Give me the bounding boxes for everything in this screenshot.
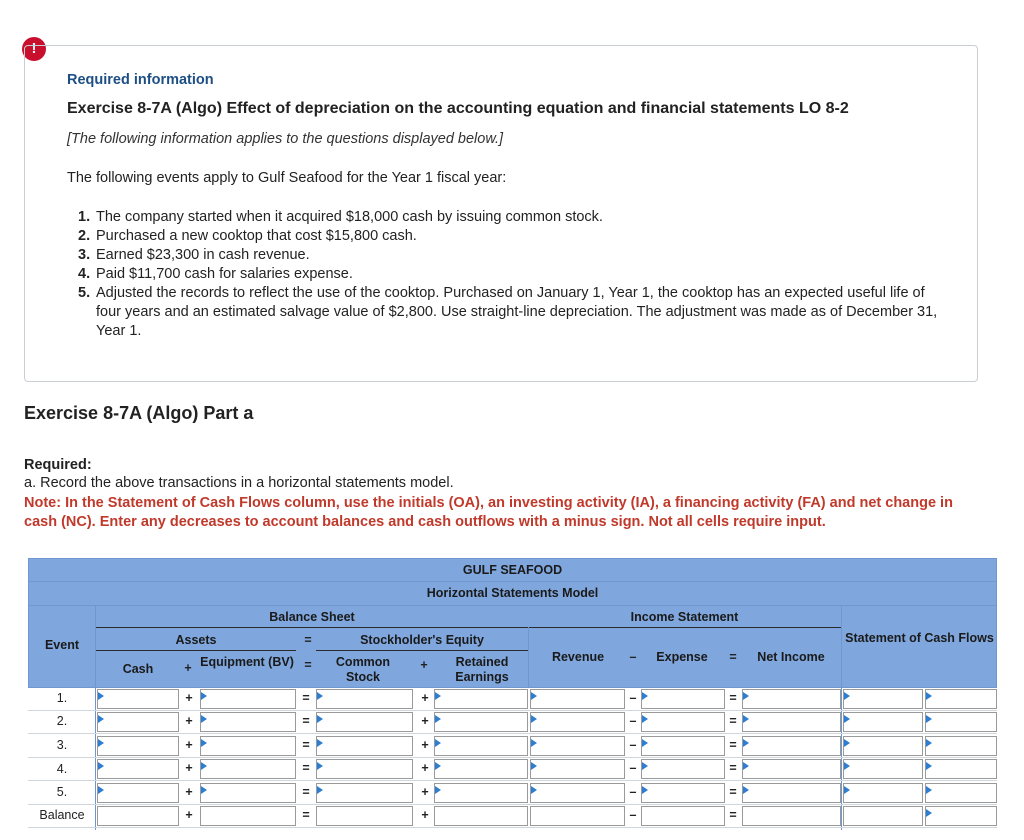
- cash-flow-amount-input[interactable]: [843, 783, 923, 803]
- equipment-input[interactable]: [200, 806, 296, 826]
- cash-flow-amount-input[interactable]: [843, 712, 923, 732]
- exercise-title: Exercise 8-7A (Algo) Effect of depreciation on the accounting equation and financial statements LO 8-2: [67, 100, 849, 117]
- row-divider: [28, 757, 997, 758]
- row-divider: [28, 827, 997, 828]
- retained-earnings-input[interactable]: [434, 783, 528, 803]
- net-income-input[interactable]: [742, 759, 841, 779]
- event-number: 4.: [78, 266, 91, 282]
- list-item: [78, 227, 948, 246]
- cash-flow-activity-input[interactable]: [925, 783, 997, 803]
- cash-flow-activity-input[interactable]: [925, 689, 997, 709]
- company-name: GULF SEAFOOD: [462, 563, 563, 577]
- expense-input[interactable]: [641, 806, 725, 826]
- cash-flow-activity-input[interactable]: [925, 759, 997, 779]
- net-income-input[interactable]: [742, 736, 841, 756]
- net-income-input[interactable]: [742, 712, 841, 732]
- event-text: Earned $23,300 in cash revenue.: [96, 247, 310, 263]
- net-income-input[interactable]: [742, 689, 841, 709]
- event-text: Purchased a new cooktop that cost $15,800 cash.: [96, 228, 417, 244]
- expense-input[interactable]: [641, 783, 725, 803]
- minus-sign: –: [629, 650, 637, 664]
- row-divider: [28, 733, 997, 734]
- common-stock-input[interactable]: [316, 712, 413, 732]
- plus-sign: +: [185, 738, 193, 752]
- event-header: Event: [44, 638, 80, 652]
- plus-sign: +: [185, 785, 193, 799]
- net-income-input[interactable]: [742, 783, 841, 803]
- revenue-input[interactable]: [530, 689, 625, 709]
- plus-sign: +: [185, 691, 193, 705]
- retained-earnings-header: Retained Earnings: [455, 655, 509, 684]
- plus-sign: +: [421, 808, 429, 822]
- equipment-input[interactable]: [200, 783, 296, 803]
- expense-input[interactable]: [641, 759, 725, 779]
- plus-sign: +: [421, 761, 429, 775]
- retained-earnings-input[interactable]: [434, 759, 528, 779]
- expense-input[interactable]: [641, 689, 725, 709]
- common-stock-header: Common Stock: [335, 655, 391, 684]
- net-income-header: Net Income: [757, 650, 825, 664]
- cash-header: Cash: [122, 662, 154, 676]
- required-label: Required:: [24, 457, 92, 473]
- balance-sheet-header: Balance Sheet: [269, 610, 355, 624]
- expense-input[interactable]: [641, 712, 725, 732]
- equals-sign: =: [729, 785, 737, 799]
- list-item: [78, 284, 948, 341]
- row-label: 5.: [56, 785, 68, 799]
- equals-sign: =: [302, 714, 310, 728]
- instructions-note: Note: In the Statement of Cash Flows column, use the initials (OA), an investing activity (IA), a financing activity (FA) and net change in cash (NC). Enter any decreases to account balances and cash outflows with a minus sign. Not all cells require input.: [24, 495, 953, 530]
- cash-input[interactable]: [97, 689, 179, 709]
- event-number: 3.: [78, 247, 91, 263]
- equals-sign: =: [304, 658, 312, 672]
- event-number: 2.: [78, 228, 91, 244]
- equipment-input[interactable]: [200, 759, 296, 779]
- plus-sign: +: [421, 738, 429, 752]
- list-item: [78, 246, 948, 265]
- expense-header: Expense: [656, 650, 708, 664]
- row-label: 3.: [56, 738, 68, 752]
- model-title: Horizontal Statements Model: [426, 586, 599, 600]
- minus-sign: –: [629, 738, 637, 752]
- required-info-heading: Required information: [67, 72, 214, 88]
- required-a-text: a. Record the above transactions in a horizontal statements model.: [24, 475, 454, 491]
- equals-sign: =: [304, 633, 312, 647]
- equals-sign: =: [729, 691, 737, 705]
- revenue-input[interactable]: [530, 712, 625, 732]
- equipment-input[interactable]: [200, 712, 296, 732]
- expense-input[interactable]: [641, 736, 725, 756]
- equals-sign: =: [729, 650, 737, 664]
- revenue-input[interactable]: [530, 736, 625, 756]
- cash-input[interactable]: [97, 806, 179, 826]
- minus-sign: –: [629, 808, 637, 822]
- row-divider: [28, 710, 997, 711]
- events-intro: The following events apply to Gulf Seafood for the Year 1 fiscal year:: [67, 170, 507, 186]
- exercise-note: [The following information applies to the questions displayed below.]: [67, 131, 504, 147]
- cash-flow-amount-input[interactable]: [843, 689, 923, 709]
- equals-sign: =: [729, 738, 737, 752]
- minus-sign: –: [629, 761, 637, 775]
- list-item: [78, 208, 948, 227]
- assets-header: Assets: [175, 633, 217, 647]
- equipment-input[interactable]: [200, 689, 296, 709]
- net-income-input[interactable]: [742, 806, 841, 826]
- alert-icon: !: [22, 37, 46, 61]
- stockholders-equity-header: Stockholder's Equity: [360, 633, 484, 647]
- equals-sign: =: [729, 714, 737, 728]
- plus-sign: +: [421, 691, 429, 705]
- common-stock-input[interactable]: [316, 783, 413, 803]
- cash-flow-activity-input[interactable]: [925, 806, 997, 826]
- plus-sign: +: [185, 808, 193, 822]
- income-statement-header: Income Statement: [630, 610, 739, 624]
- event-text: Adjusted the records to reflect the use of the cooktop. Purchased on January 1, Year 1, the cooktop has an expected useful life of four years and an estimated salvage value of $2,800. Use straight-line depreciation. The adjustment was made as of December 31, Year 1.: [96, 285, 938, 339]
- equipment-input[interactable]: [200, 736, 296, 756]
- plus-sign: +: [185, 714, 193, 728]
- common-stock-input[interactable]: [316, 806, 413, 826]
- cash-flow-amount-input[interactable]: [843, 759, 923, 779]
- row-label: Balance: [39, 808, 85, 822]
- event-text: The company started when it acquired $18,000 cash by issuing common stock.: [96, 209, 603, 225]
- equals-sign: =: [302, 808, 310, 822]
- cash-input[interactable]: [97, 759, 179, 779]
- row-divider: [28, 804, 997, 805]
- retained-earnings-input[interactable]: [434, 806, 528, 826]
- retained-earnings-input[interactable]: [434, 689, 528, 709]
- row-label: 1.: [56, 691, 68, 705]
- equals-sign: =: [302, 761, 310, 775]
- plus-sign: +: [421, 714, 429, 728]
- equals-sign: =: [729, 761, 737, 775]
- cash-input[interactable]: [97, 783, 179, 803]
- revenue-input[interactable]: [530, 759, 625, 779]
- plus-sign: +: [185, 761, 193, 775]
- retained-earnings-input[interactable]: [434, 712, 528, 732]
- minus-sign: –: [629, 785, 637, 799]
- row-label: 2.: [56, 714, 68, 728]
- cash-flows-header: Statement of Cash Flows: [845, 631, 994, 645]
- cash-flow-activity-input[interactable]: [925, 712, 997, 732]
- revenue-input[interactable]: [530, 806, 625, 826]
- cash-flow-activity-input[interactable]: [925, 736, 997, 756]
- retained-earnings-input[interactable]: [434, 736, 528, 756]
- revenue-header: Revenue: [551, 650, 605, 664]
- event-text: Paid $11,700 cash for salaries expense.: [96, 266, 353, 282]
- plus-sign: +: [420, 658, 428, 672]
- horizontal-statements-table: [28, 558, 998, 830]
- common-stock-input[interactable]: [316, 689, 413, 709]
- events-list: [78, 208, 948, 341]
- equals-sign: =: [302, 691, 310, 705]
- cash-input[interactable]: [97, 736, 179, 756]
- row-label: 4.: [56, 762, 68, 776]
- common-stock-input[interactable]: [316, 759, 413, 779]
- cash-flow-amount-input[interactable]: [843, 736, 923, 756]
- plus-sign: +: [421, 785, 429, 799]
- equals-sign: =: [729, 808, 737, 822]
- equipment-header: Equipment (BV): [200, 655, 294, 669]
- list-item: [78, 265, 948, 284]
- minus-sign: –: [629, 714, 637, 728]
- plus-sign: +: [184, 661, 192, 675]
- cash-input[interactable]: [97, 712, 179, 732]
- revenue-input[interactable]: [530, 783, 625, 803]
- row-divider: [28, 780, 997, 781]
- equals-sign: =: [302, 785, 310, 799]
- common-stock-input[interactable]: [316, 736, 413, 756]
- cash-flow-amount-input[interactable]: [843, 806, 923, 826]
- event-number: 1.: [78, 209, 91, 225]
- equals-sign: =: [302, 738, 310, 752]
- part-title: Exercise 8-7A (Algo) Part a: [24, 403, 254, 423]
- minus-sign: –: [629, 691, 637, 705]
- event-number: 5.: [78, 285, 91, 301]
